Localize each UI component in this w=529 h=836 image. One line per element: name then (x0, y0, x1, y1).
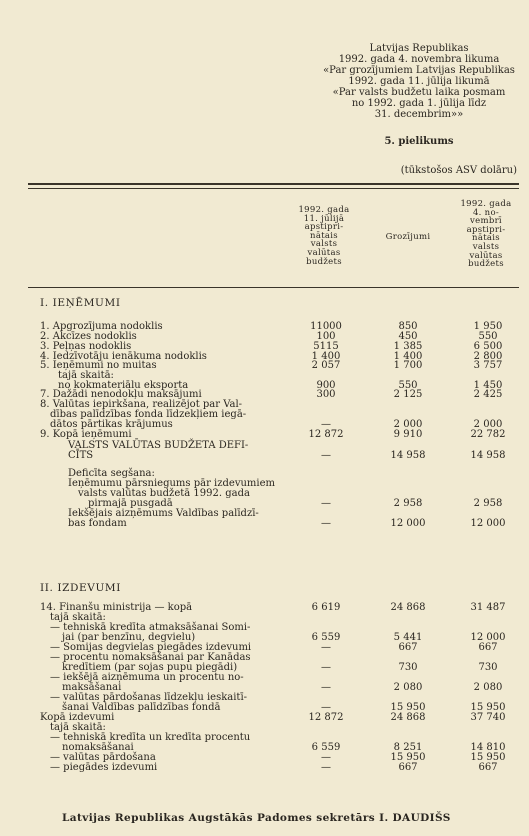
table-top-rule-thin (28, 188, 519, 189)
row-value-col3: 2 800 (473, 351, 503, 362)
row-value-col1: 6 559 (311, 742, 341, 753)
row-value-col1: — (321, 642, 331, 653)
row-label: 3. Peļņas nodoklis (40, 341, 132, 352)
row-value-col2: 550 (398, 380, 418, 391)
row-label: 7. Dažādi nenodokļu maksājumi (40, 389, 202, 400)
row-value-col1: 2 057 (311, 360, 341, 371)
row-value-col2: 2 080 (393, 682, 423, 693)
row-value-col1: 12 872 (308, 429, 344, 440)
row-label: 8. Valūtas iepirkšana, realizējot par Val- (40, 399, 243, 410)
row-value-col1: — (321, 752, 331, 763)
row-label: — valūtas pārdošanas līdzekļu ieskaitī- (50, 692, 248, 703)
row-value-col2: 9 910 (393, 429, 423, 440)
row-label: — iekšējā aizņēmuma un procentu no- (50, 672, 244, 683)
unit-label: (tūkstošos ASV dolāru) (400, 165, 517, 176)
row-label: maksāšanai (62, 682, 122, 693)
row-value-col2: 24 868 (390, 602, 426, 613)
row-label: — piegādes izdevumi (50, 762, 158, 773)
row-value-col3: 15 950 (470, 702, 506, 713)
row-value-col2: 15 950 (390, 702, 426, 713)
header-line: 31. decembrim»» (374, 109, 464, 120)
row-value-col1: 11000 (310, 321, 342, 332)
row-value-col2: 1 700 (393, 360, 423, 371)
row-label: bas fondam (68, 518, 127, 529)
row-value-col1: 100 (316, 331, 336, 342)
header-line: Latvijas Republikas (369, 43, 469, 54)
row-value-col1: — (321, 450, 331, 461)
row-value-col2: 15 950 (390, 752, 426, 763)
row-value-col3: 12 000 (470, 632, 506, 643)
row-label: Deficīta segšana: (68, 468, 155, 479)
row-label: 2. Akcīzes nodoklis (40, 331, 137, 342)
row-label: nomaksāšanai (62, 742, 134, 753)
row-value-col3: 3 757 (473, 360, 503, 371)
row-value-col1: — (321, 498, 331, 509)
row-value-col1: — (321, 662, 331, 673)
section-heading-expenses: II. IZDEVUMI (40, 582, 122, 594)
row-value-col1: — (321, 702, 331, 713)
row-value-col3: 667 (478, 762, 498, 773)
row-value-col2: 5 441 (393, 632, 423, 643)
row-label: dātos pārtikas krājumus (50, 419, 173, 430)
row-label: CĪTS (68, 450, 94, 461)
row-label: Iekšējais aizņēmums Valdības palīdzī- (68, 508, 259, 519)
row-value-col1: — (321, 518, 331, 529)
row-label: kredītiem (par sojas pupu piegādi) (62, 662, 238, 673)
row-value-col3: 1 450 (473, 380, 503, 391)
row-value-col1: 6 619 (311, 602, 341, 613)
row-value-col1: 6 559 (311, 632, 341, 643)
header-line: 1992. gada 11. jūlija likumā (348, 76, 490, 87)
row-value-col3: 2 000 (473, 419, 503, 430)
row-label: tajā skaitā: (58, 370, 114, 381)
row-label: 5. Ieņēmumi no muitas (40, 360, 157, 371)
row-value-col2: 2 958 (393, 498, 423, 509)
row-value-col3: 15 950 (470, 752, 506, 763)
row-value-col3: 2 425 (473, 389, 503, 400)
row-value-col2: 850 (398, 321, 418, 332)
row-label: valsts valūtas budžetā 1992. gada (78, 488, 250, 499)
column-header-original: 1992. gada 11. jūlijā apstipri- nātais valsts valūtas budžets (298, 205, 350, 267)
row-value-col1: 5115 (313, 341, 339, 352)
row-value-col2: 2 000 (393, 419, 423, 430)
row-value-col1: 300 (316, 389, 336, 400)
row-label: pirmajā pusgadā (88, 498, 173, 509)
row-value-col3: 14 810 (470, 742, 506, 753)
annex-label: 5. pielikums (384, 136, 454, 147)
row-value-col2: 8 251 (393, 742, 423, 753)
section-heading-income: I. IEŅĒMUMI (40, 297, 121, 309)
header-line: «Par grozījumiem Latvijas Republikas (323, 65, 515, 76)
row-label: — tehniskā kredīta atmaksāšanai Somi- (50, 622, 251, 633)
row-value-col1: — (321, 682, 331, 693)
row-label: — tehniskā kredīta un kredīta procentu (50, 732, 251, 743)
row-value-col3: 730 (478, 662, 498, 673)
row-label: 1. Apgrozījuma nodoklis (40, 321, 163, 332)
row-value-col3: 2 958 (473, 498, 503, 509)
row-value-col2: 730 (398, 662, 418, 673)
row-label: Ieņēmumu pārsniegums pār izdevumiem (68, 478, 275, 489)
row-value-col2: 667 (398, 642, 418, 653)
row-value-col1: 12 872 (308, 712, 344, 723)
row-value-col3: 667 (478, 642, 498, 653)
column-header-changes: Grozījumi (385, 232, 431, 242)
row-value-col3: 1 950 (473, 321, 503, 332)
row-value-col1: — (321, 762, 331, 773)
row-label: jai (par benzīnu, degvielu) (62, 632, 196, 643)
row-label: Kopā izdevumi (40, 712, 115, 723)
row-value-col3: 37 740 (470, 712, 506, 723)
row-label: dības palīdzības fonda līdzekļiem iegā- (50, 409, 247, 420)
table-top-rule (28, 183, 519, 185)
row-value-col3: 6 500 (473, 341, 503, 352)
row-value-col1: — (321, 419, 331, 430)
row-value-col3: 31 487 (470, 602, 506, 613)
row-label: 14. Finanšu ministrija — kopā (40, 602, 193, 613)
table-header-rule (28, 287, 519, 288)
row-value-col1: 900 (316, 380, 336, 391)
row-value-col2: 2 125 (393, 389, 423, 400)
column-header-amended: 1992. gada 4. no- vembrī apstipri- nātais valsts valūtas budžets (460, 199, 512, 270)
row-label: 9. Kopā ieņēmumi (40, 429, 132, 440)
header-line: 1992. gada 4. novembra likuma (338, 54, 500, 65)
header-line: «Par valsts budžetu laika posmam (332, 87, 506, 98)
row-value-col2: 24 868 (390, 712, 426, 723)
row-value-col3: 14 958 (470, 450, 506, 461)
row-label: no kokmateriālu eksporta (58, 380, 189, 391)
row-label: tajā skaitā: (50, 722, 106, 733)
row-value-col3: 22 782 (470, 429, 506, 440)
signature-line: Latvijas Republikas Augstākās Padomes sekretārs I. DAUDIŠS (62, 812, 451, 824)
header-line: no 1992. gada 1. jūlija līdz (351, 98, 487, 109)
row-value-col2: 14 958 (390, 450, 426, 461)
row-value-col2: 450 (398, 331, 418, 342)
row-value-col3: 2 080 (473, 682, 503, 693)
row-label: — procentu nomaksāšanai par Kanādas (50, 652, 251, 663)
row-value-col2: 1 385 (393, 341, 423, 352)
row-label: šanai Valdības palīdzības fondā (62, 702, 221, 713)
row-value-col3: 550 (478, 331, 498, 342)
row-value-col2: 12 000 (390, 518, 426, 529)
row-value-col2: 1 400 (393, 351, 423, 362)
row-label: VALSTS VALŪTAS BUDŽETA DEFI- (68, 440, 249, 451)
row-value-col3: 12 000 (470, 518, 506, 529)
row-value-col1: 1 400 (311, 351, 341, 362)
row-label: — valūtas pārdošana (50, 752, 156, 763)
row-value-col2: 667 (398, 762, 418, 773)
row-label: 4. Iedzīvotāju ienākuma nodoklis (40, 351, 207, 362)
row-label: tajā skaitā: (50, 612, 106, 623)
row-label: — Somijas degvielas piegādes izdevumi (50, 642, 252, 653)
